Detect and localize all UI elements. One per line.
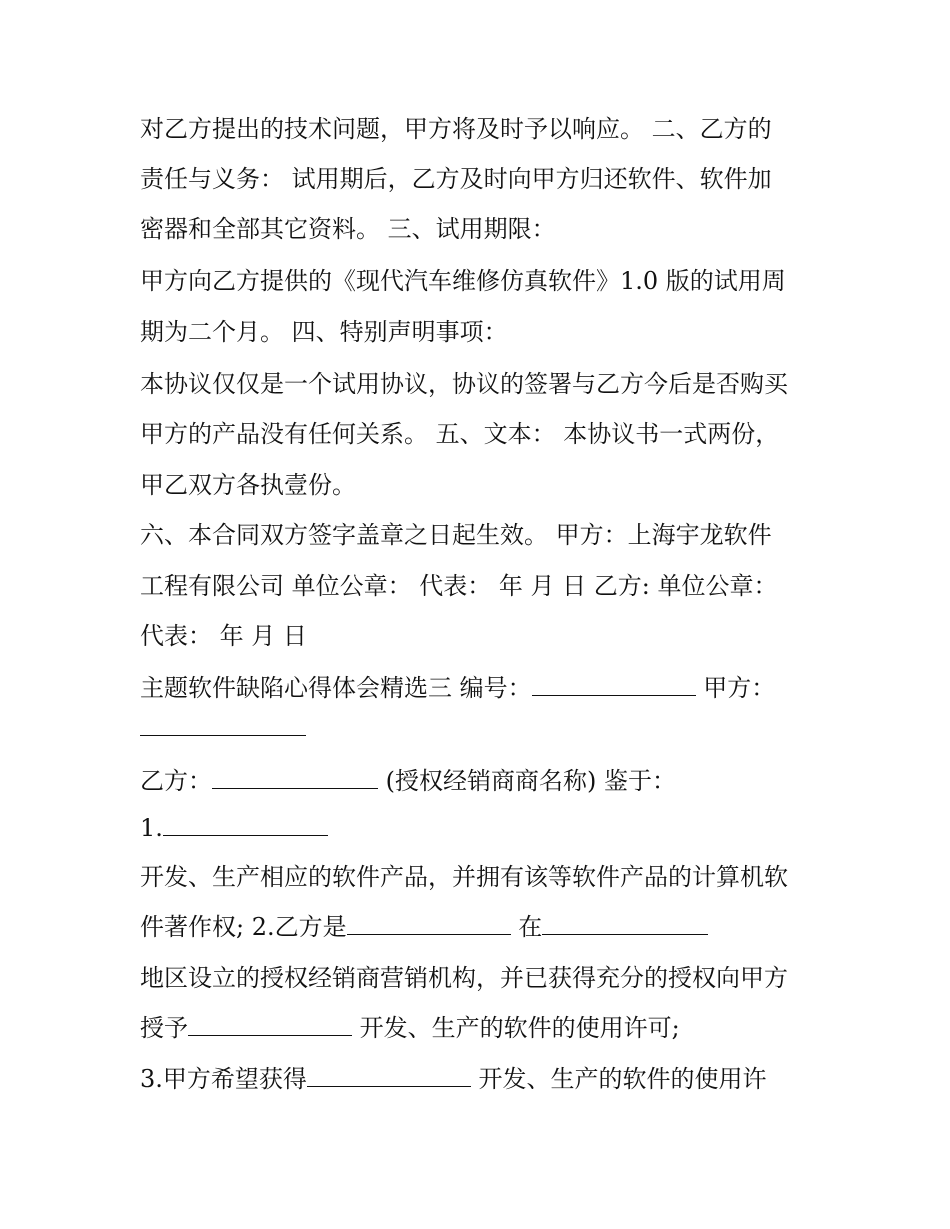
text-line: 甲方的产品没有任何关系。 五、文本： 本协议书一式两份，	[140, 420, 780, 448]
text-line	[140, 766, 840, 796]
line-text: (授权经销商商名称) 鉴于：	[378, 767, 676, 795]
fill-in-blank	[140, 713, 306, 736]
line-text: 件著作权; 2.乙方是	[140, 913, 347, 941]
fill-in-blank	[212, 766, 378, 789]
text-line: 开发、生产相应的软件产品，并拥有该等软件产品的计算机软	[140, 863, 788, 891]
line-text: 授予	[140, 1014, 188, 1042]
fill-in-blank	[307, 1064, 471, 1087]
fill-in-blank	[188, 1013, 352, 1036]
fill-in-blank	[163, 813, 328, 836]
text-line: 密器和全部其它资料。 三、试用期限：	[140, 215, 556, 243]
line-text: 甲方：	[695, 674, 776, 702]
line-text: 在	[510, 913, 543, 941]
text-line	[140, 1064, 840, 1094]
text-line	[140, 713, 840, 743]
text-line: 本协议仅仅是一个试用协议，协议的签署与乙方今后是否购买	[140, 370, 788, 398]
line-text: 3.甲方希望获得	[140, 1065, 307, 1093]
fill-in-blank	[542, 912, 708, 935]
text-line: 地区设立的授权经销商营销机构，并已获得充分的授权向甲方	[140, 964, 788, 992]
line-text: 主题软件缺陷心得体会精选三 编号：	[140, 674, 532, 702]
text-line: 责任与义务： 试用期后，乙方及时向甲方归还软件、软件加	[140, 165, 772, 193]
text-line	[140, 912, 840, 942]
fill-in-blank	[532, 673, 696, 696]
text-line: 代表： 年 月 日	[140, 622, 307, 650]
text-line: 六、本合同双方签字盖章之日起生效。 甲方：上海宇龙软件	[140, 521, 772, 549]
text-line	[140, 1013, 840, 1043]
line-text: 1.	[140, 814, 163, 842]
text-line: 工程有限公司 单位公章： 代表： 年 月 日 乙方: 单位公章：	[140, 572, 778, 600]
text-line	[140, 813, 840, 843]
text-line: 期为二个月。 四、特别声明事项：	[140, 318, 508, 346]
text-line	[140, 673, 840, 703]
text-line: 对乙方提出的技术问题，甲方将及时予以响应。 二、乙方的	[140, 115, 772, 143]
text-line: 甲方向乙方提供的《现代汽车维修仿真软件》1.0 版的试用周	[140, 267, 786, 295]
text-line: 甲乙双方各执壹份。	[140, 471, 356, 499]
fill-in-blank	[347, 912, 511, 935]
line-text: 乙方：	[140, 767, 212, 795]
line-text: 开发、生产的软件的使用许	[470, 1065, 767, 1093]
line-text: 开发、生产的软件的使用许可;	[352, 1014, 680, 1042]
